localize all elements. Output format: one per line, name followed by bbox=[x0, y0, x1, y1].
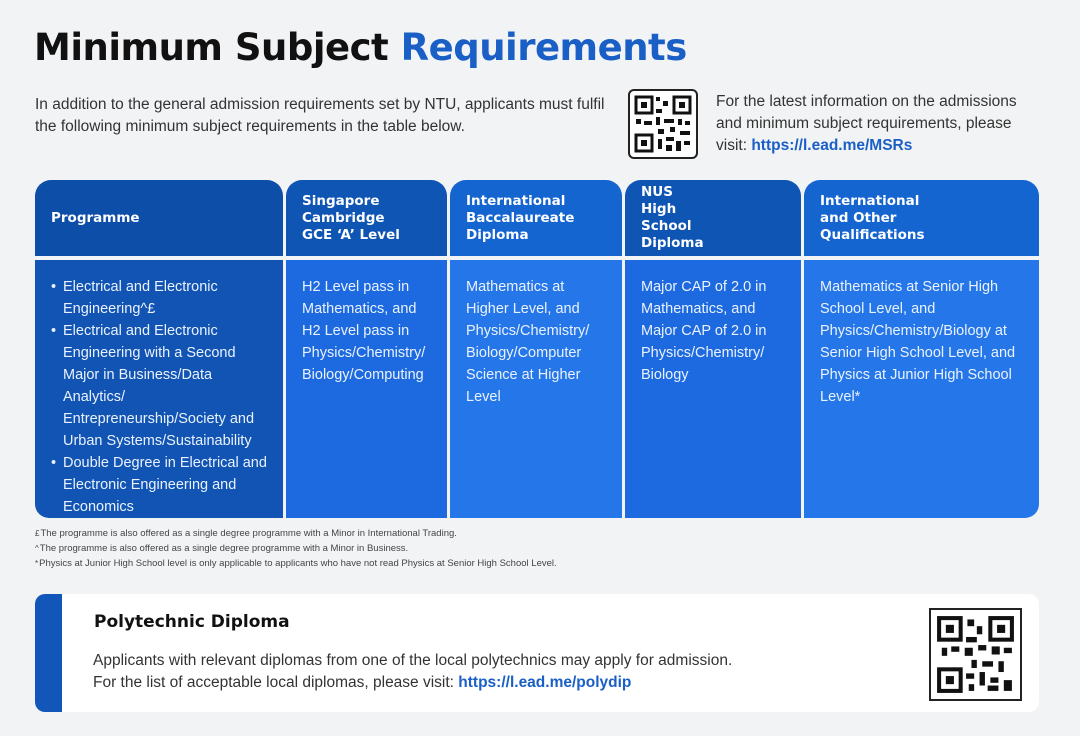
footnote-symbol: £ bbox=[35, 529, 40, 538]
cell-international: Mathematics at Senior High School Level, and Physics/Chemistry/Biology at Senior High School Level, and Physics at Junior High School Level* bbox=[804, 260, 1039, 518]
footnote-text: The programme is also offered as a single degree programme with a Minor in Business. bbox=[39, 543, 409, 554]
footnote-symbol: ^ bbox=[35, 544, 39, 553]
accent-bar bbox=[35, 594, 62, 712]
msrs-link[interactable]: https://l.ead.me/MSRs bbox=[751, 137, 913, 154]
header-a-level: Singapore Cambridge GCE ‘A’ Level bbox=[286, 180, 447, 256]
header-ib: International Baccalaureate Diploma bbox=[450, 180, 622, 256]
footnote-symbol: * bbox=[35, 559, 39, 568]
cell-ib: Mathematics at Higher Level, and Physics/Chemistry/ Biology/Computer Science at Higher Level bbox=[450, 260, 622, 518]
title-part-1: Minimum Subject bbox=[34, 26, 389, 69]
header-international: International and Other Qualifications bbox=[804, 180, 1039, 256]
polytechnic-title: Polytechnic Diploma bbox=[94, 612, 290, 632]
info-text-body: For the latest information on the admissions and minimum subject requirements, please visit: bbox=[716, 93, 1017, 154]
polytechnic-line-2-text: For the list of acceptable local diplomas, please visit: bbox=[93, 674, 459, 691]
polytechnic-line-2 bbox=[93, 672, 853, 694]
cell-a-level: H2 Level pass in Mathematics, and H2 Level pass in Physics/Chemistry/ Biology/Computing bbox=[286, 260, 447, 518]
header-programme: Programme bbox=[35, 180, 283, 256]
info-text bbox=[716, 91, 1046, 157]
page-title bbox=[34, 26, 687, 69]
list-item: • Double Degree in Electrical and Electronic Engineering and Economics bbox=[51, 452, 269, 518]
qr-code-icon[interactable] bbox=[628, 89, 698, 159]
list-item: • Electrical and Electronic Engineering^£ bbox=[51, 276, 269, 320]
polytechnic-text bbox=[93, 650, 853, 694]
programme-list bbox=[51, 276, 269, 518]
polytechnic-box bbox=[35, 594, 1039, 712]
cell-nus: Major CAP of 2.0 in Mathematics, and Major CAP of 2.0 in Physics/Chemistry/ Biology bbox=[625, 260, 801, 518]
footnotes bbox=[35, 526, 735, 571]
intro-text: In addition to the general admission requirements set by NTU, applicants must fulfil the following minimum subject requirements in the table below. bbox=[35, 96, 605, 135]
footnote bbox=[35, 541, 735, 556]
polydip-link[interactable]: https://l.ead.me/polydip bbox=[458, 674, 632, 691]
cell-programmes bbox=[35, 260, 283, 518]
qr-code-icon[interactable] bbox=[929, 608, 1022, 701]
list-item: • Electrical and Electronic Engineering with a Second Major in Business/Data Analytics/ Entrepreneurship/Society and Urban Systems/Sustainability bbox=[51, 320, 269, 452]
polytechnic-line-1: Applicants with relevant diplomas from one of the local polytechnics may apply for admission. bbox=[93, 652, 733, 669]
footnote bbox=[35, 526, 735, 541]
header-nus: NUS High School Diploma bbox=[625, 180, 801, 256]
requirements-table bbox=[35, 180, 1039, 518]
footnote-text: The programme is also offered as a single degree programme with a Minor in International Trading. bbox=[40, 528, 457, 539]
footnote bbox=[35, 556, 735, 571]
title-part-2: Requirements bbox=[400, 26, 687, 69]
footnote-text: Physics at Junior High School level is only applicable to applicants who have not read Physics at Senior High School Level. bbox=[39, 558, 557, 569]
